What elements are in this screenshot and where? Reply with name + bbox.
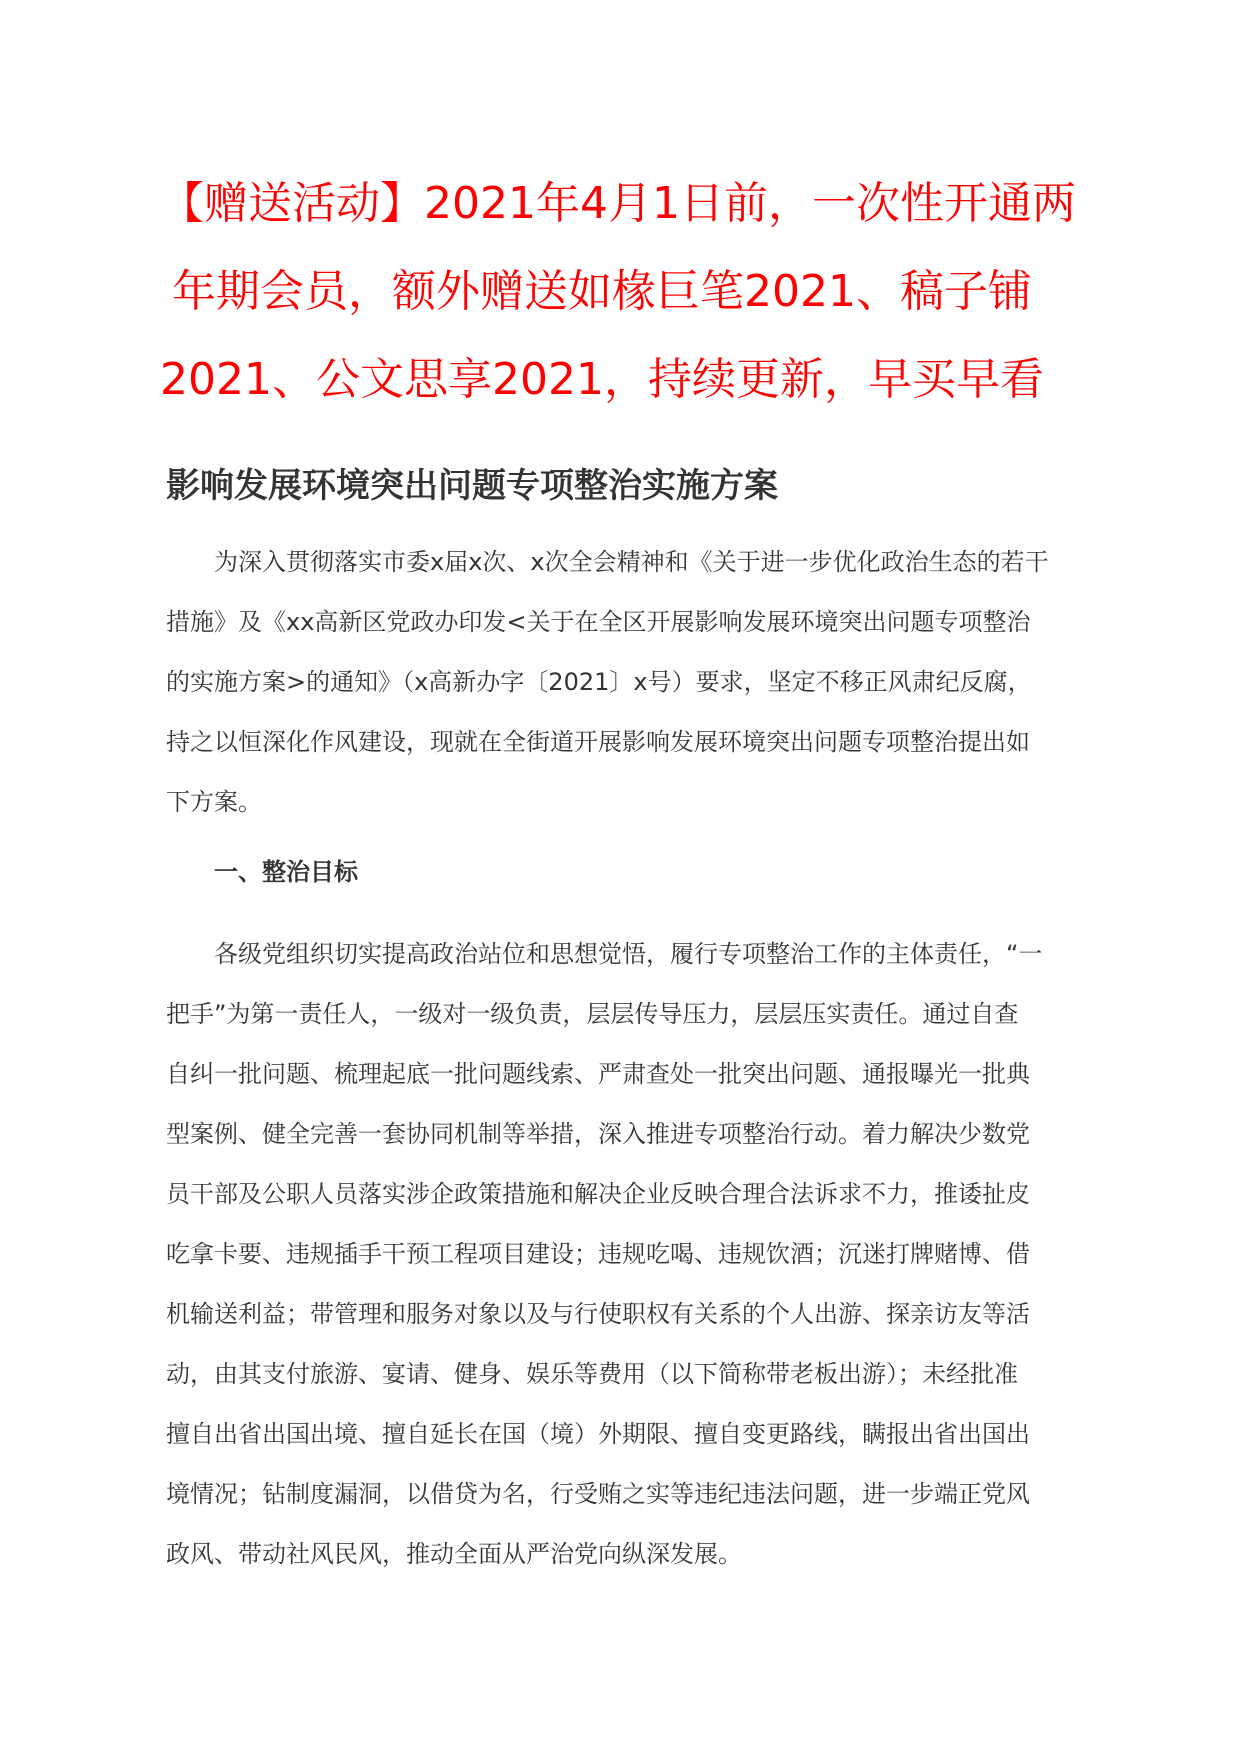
promo-banner <box>160 160 1140 424</box>
section-heading: 一、整治目标 <box>214 858 358 886</box>
intro-paragraph <box>166 532 1106 832</box>
paragraph-line: 各级党组织切实提高政治站位和思想觉悟，履行专项整治工作的主体责任，“一 <box>214 940 1043 968</box>
paragraph-line: 政风、带动社风民风，推动全面从严治党向纵深发展。 <box>166 1540 742 1568</box>
paragraph-line: 下方案。 <box>166 788 262 816</box>
document-title: 影响发展环境突出问题专项整治实施方案 <box>166 466 778 506</box>
paragraph-line: 持之以恒深化作风建设，现就在全街道开展影响发展环境突出问题专项整治提出如 <box>166 728 1030 756</box>
paragraph-line: 动，由其支付旅游、宴请、健身、娱乐等费用（以下简称带老板出游）；未经批准 <box>166 1360 1018 1388</box>
paragraph-line: 机输送利益；带管理和服务对象以及与行使职权有关系的个人出游、探亲访友等活 <box>166 1300 1030 1328</box>
promo-line: 【赠送活动】2021年4月1日前，一次性开通两 <box>160 178 1076 229</box>
paragraph-line: 为深入贯彻落实市委x届x次、x次全会精神和《关于进一步优化政治生态的若干 <box>214 548 1049 576</box>
promo-line: 2021、公文思享2021，持续更新，早买早看 <box>160 354 1044 405</box>
paragraph-line: 措施》及《xx高新区党政办印发<关于在全区开展影响发展环境突出问题专项整治 <box>166 608 1031 636</box>
paragraph-line: 擅自出省出国出境、擅自延长在国（境）外期限、擅自变更路线，瞒报出省出国出 <box>166 1420 1030 1448</box>
paragraph-line: 型案例、健全完善一套协同机制等举措，深入推进专项整治行动。着力解决少数党 <box>166 1120 1030 1148</box>
section1-paragraph <box>166 924 1106 1584</box>
paragraph-line: 员干部及公职人员落实涉企政策措施和解决企业反映合理合法诉求不力，推诿扯皮 <box>166 1180 1030 1208</box>
paragraph-line: 境情况；钻制度漏洞，以借贷为名，行受贿之实等违纪违法问题，进一步端正党风 <box>166 1480 1030 1508</box>
paragraph-line: 的实施方案>的通知》（x高新办字〔2021〕x号）要求，坚定不移正风肃纪反腐， <box>166 668 1032 696</box>
paragraph-line: 把手”为第一责任人，一级对一级负责，层层传导压力，层层压实责任。通过自查 <box>166 1000 1019 1028</box>
paragraph-line: 吃拿卡要、违规插手干预工程项目建设；违规吃喝、违规饮酒；沉迷打牌赌博、借 <box>166 1240 1030 1268</box>
paragraph-line: 自纠一批问题、梳理起底一批问题线索、严肃查处一批突出问题、通报曝光一批典 <box>166 1060 1030 1088</box>
promo-line: 年期会员，额外赠送如椽巨笔2021、稿子铺 <box>172 266 1032 317</box>
